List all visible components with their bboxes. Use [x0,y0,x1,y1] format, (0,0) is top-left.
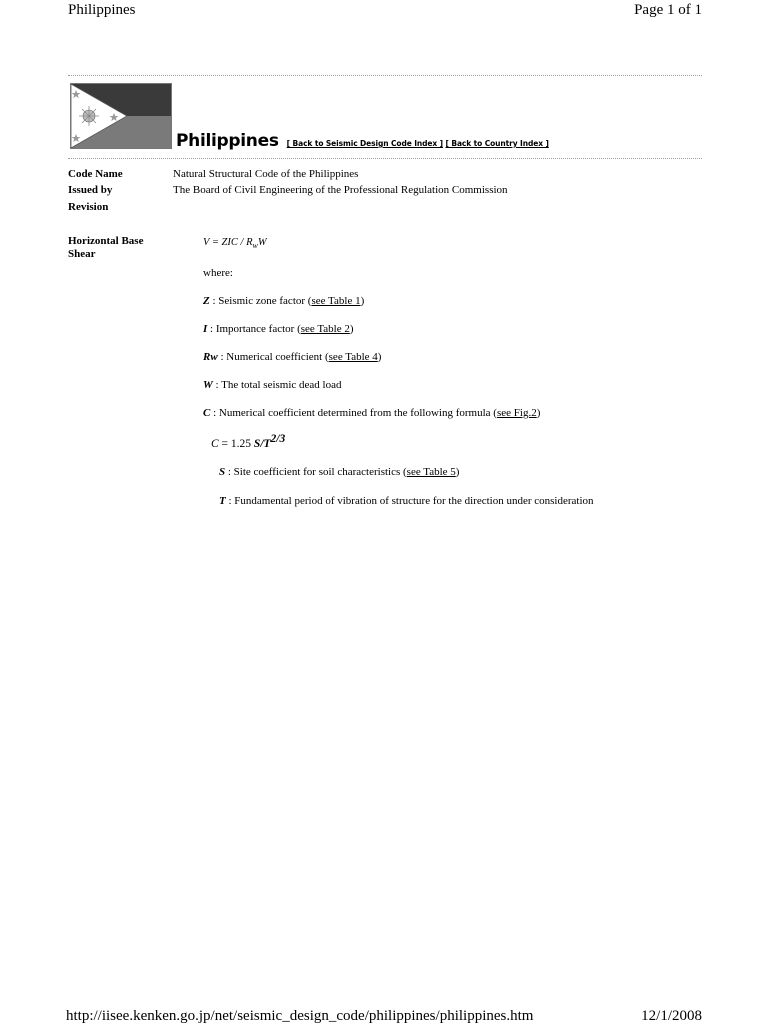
z-definition: Z : Seismic zone factor (see Table 1) [203,295,365,307]
i-symbol: I [203,323,208,335]
footer-date: 12/1/2008 [641,1008,702,1024]
s-text: : Site coefficient for soil characteristics ( [225,466,407,478]
revision-label: Revision [68,201,109,213]
footer-url: http://iisee.kenken.go.jp/net/seismic_design_code/philippines/philippines.htm [66,1008,534,1024]
c-text: : Numerical coefficient determined from the following formula ( [210,407,497,419]
base-shear-formula: V = ZIC / $R_wW$ [203,237,267,251]
see-table-4-link[interactable]: see Table 4 [328,351,378,363]
s-definition: S : Site coefficient for soil characteristics (see Table 5) [219,466,460,478]
base-shear-label-line2: Shear [68,248,96,260]
title-row [176,131,549,151]
page-header-title: Philippines [68,2,136,18]
issued-by-label: Issued by [68,184,113,196]
t-symbol: T [219,495,226,507]
w-text: : The total seismic dead load [212,379,342,391]
top-dotted-divider [68,75,702,76]
z-symbol: Z [203,295,210,307]
see-fig-2-link[interactable]: see Fig.2 [496,407,537,419]
rw-text: : Numerical coefficient ( [217,351,329,363]
c-definition: C : Numerical coefficient determined from the following formula (see Fig.2) [203,407,541,419]
t-definition [219,495,594,508]
rw-symbol: Rw [203,351,218,363]
c-formula: C = 1.25 $S/T^{2/3}$ [211,433,286,450]
i-definition: I : Importance factor (see Table 2) [203,323,354,335]
nav-links [287,139,549,148]
base-shear-label [68,235,143,261]
z-text: : Seismic zone factor ( [209,295,312,307]
back-to-seismic-index-link[interactable]: [ Back to Seismic Design Code Index ] [286,139,443,148]
back-to-country-index-link[interactable]: [ Back to Country Index ] [445,139,549,148]
code-name-value: Natural Structural Code of the Philippines [173,168,359,180]
i-text: : Importance factor ( [207,323,301,335]
see-table-5-link[interactable]: see Table 5 [406,466,456,478]
c-symbol: C [203,407,211,419]
country-title: Philippines [176,131,279,151]
w-symbol: W [203,379,213,391]
code-name-label: Code Name [68,168,123,180]
philippines-flag-image [70,83,172,149]
title-dotted-divider [68,158,702,159]
where-text: where: [203,267,233,279]
base-shear-label-line1: Horizontal Base [68,235,144,247]
page-number: Page 1 of 1 [634,2,702,18]
s-symbol: S [219,466,226,478]
t-text: : Fundamental period of vibration of structure for the direction under consideration [225,495,594,507]
issued-by-value: The Board of Civil Engineering of the Professional Regulation Commission [173,184,508,196]
w-definition [203,379,342,392]
rw-definition: Rw : Numerical coefficient (see Table 4) [203,351,382,363]
see-table-2-link[interactable]: see Table 2 [300,323,350,335]
see-table-1-link[interactable]: see Table 1 [311,295,361,307]
